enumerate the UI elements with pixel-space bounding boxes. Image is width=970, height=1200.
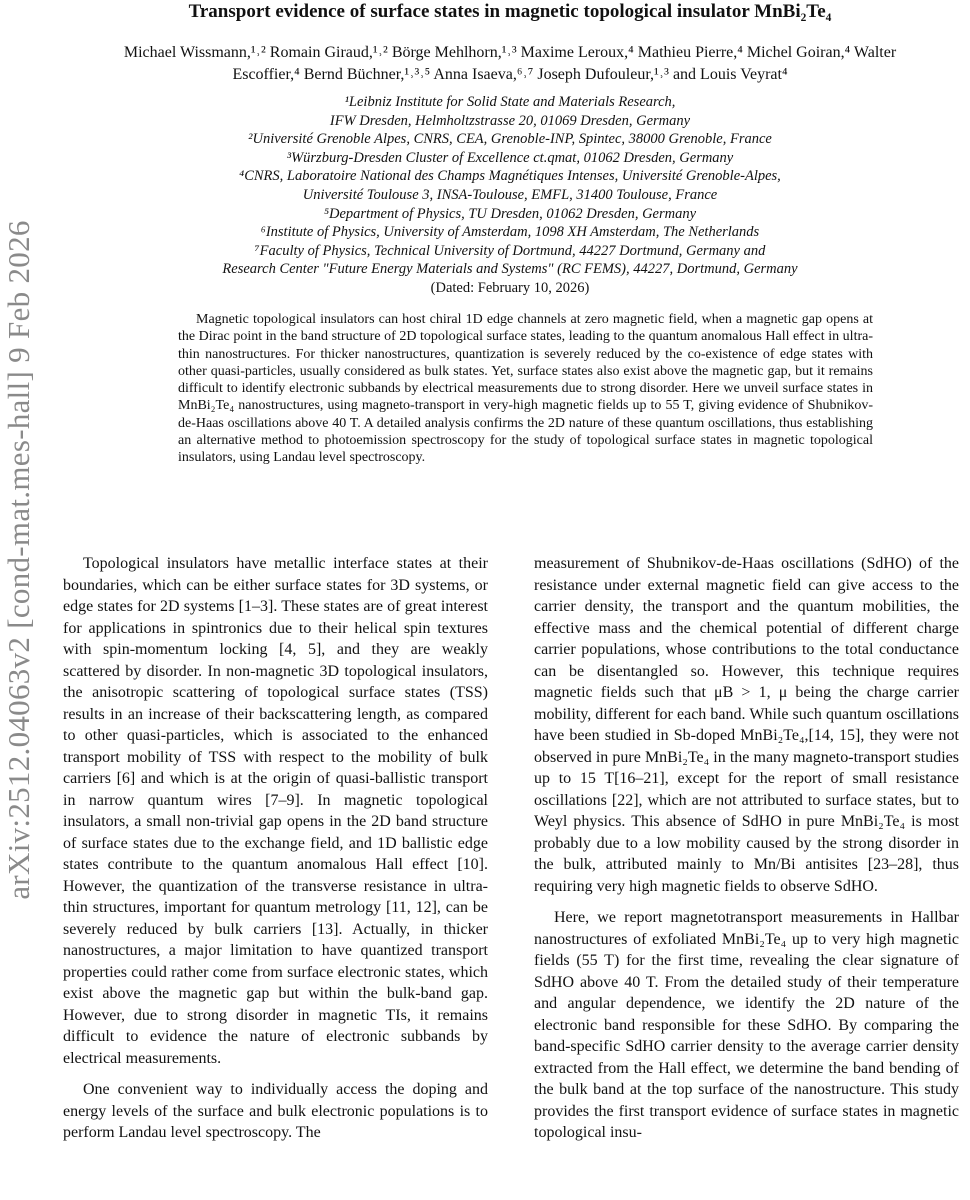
body-paragraph: measurement of Shubnikov-de-Haas oscillations (SdHO) of the resistance under external magnetic field can give access to the carrier density, the transport and the quantum mobilities, the effective mass and the chemical potential of different charge carrier populations, whose contributions to the total conductance can be disentangled so. However, this technique requires magnetic fields such that μB > 1, μ being the charge carrier mobility, different for each band. While such quantum oscillations have been studied in Sb-doped MnBi₂Te₄,[14, 15], they were not observed in pure MnBi₂Te₄ in the many magneto-transport studies up to 15 T[16–21], except for the report of small resistance oscillations [22], which are not attributed to surface states, but to Weyl physics. This absence of SdHO in pure MnBi₂Te₄ is most probably due to a low mobility caused by the strong disorder in the bulk, attributed mainly to Mn/Bi antisites [23–28], thus requiring very high magnetic fields to observe SdHO. — [534, 555, 959, 895]
affiliation-line: Université Toulouse 3, INSA-Toulouse, EMFL, 31400 Toulouse, France — [302, 186, 718, 203]
affiliation-line: IFW Dresden, Helmholtzstrasse 20, 01069 Dresden, Germany — [329, 112, 691, 129]
author-list: Michael Wissmann,¹˒² Romain Giraud,¹˒² Börge Mehlhorn,¹˒³ Maxime Leroux,⁴ Mathieu Pierre,⁴ Michel Goiran,⁴ Walter Escoffier,⁴ Bernd Büchner,¹˒³˒⁵ Anna Isaeva,⁶˒⁷ Joseph Dufouleur,¹˒³ and Louis Veyrat⁴ — [123, 44, 897, 83]
affiliation-line: Research Center "Future Energy Materials and Systems" (RC FEMS), 44227, Dortmund, Germany — [222, 261, 798, 278]
body-paragraph: One convenient way to individually access the doping and energy levels of the surface and bulk electronic populations is to perform Landau level spectroscopy. The — [63, 1081, 488, 1141]
arxiv-id-text: arXiv:2512.04063v2 [cond-mat.mes-hall] 9 Feb 2026 — [1, 220, 36, 900]
arxiv-identifier-stamp — [1, 0, 36, 1200]
right-column — [534, 553, 959, 1154]
left-column — [63, 553, 488, 1154]
body-paragraph: Here, we report magnetotransport measurements in Hallbar nanostructures of exfoliated MnBi₂Te₄ up to very high magnetic fields (55 T) for the first time, revealing the clear signature of SdHO above 40 T. From the detailed study of their temperature and angular dependence, we identify the 2D nature of the electronic band responsible for these SdHO. By comparing the band-specific SdHO carrier density to the average carrier density extracted from the Hall effect, we determine the band bending of the bulk band at the top surface of the nanostructure. This study provides the first transport evidence of surface states in magnetic topological insu- — [534, 909, 959, 1141]
abstract: Magnetic topological insulators can host chiral 1D edge channels at zero magnetic field, when a magnetic gap opens at the Dirac point in the band structure of 2D topological surface states, leading to the quantum anomalous Hall effect in ultra-thin nanostructures. For thicker nanostructures, quantization is severely reduced by the co-existence of edge states with other quasi-particles, usually considered as bulk states. Yet, surface states also exist above the magnetic gap, but it remains difficult to identify electronic subbands by electrical measurements due to strong disorder. Here we unveil surface states in MnBi₂Te₄ nanostructures, using magneto-transport in very-high magnetic fields up to 55 T, giving evidence of Shubnikov-de-Haas oscillations above 40 T. A detailed analysis confirms the 2D nature of these quantum oscillations, thus establishing an alternative method to photoemission spectroscopy for the study of topological surface states in magnetic topological insulators, using Landau level spectroscopy. — [178, 312, 873, 466]
paper-title: Transport evidence of surface states in magnetic topological insulator MnBi₂Te₄ — [188, 1, 832, 22]
affiliation-line: ⁶Institute of Physics, University of Amsterdam, 1098 XH Amsterdam, The Netherlands — [260, 224, 760, 241]
body-paragraph: Topological insulators have metallic interface states at their boundaries, which can be either surface states for 3D systems, or edge states for 2D systems [1–3]. These states are of great interest for applications in spintronics due to their helical spin textures with spin-momentum locking [4, 5], and they are weakly scattered by disorder. In non-magnetic 3D topological insulators, the anisotropic scattering of topological surface states (TSS) results in an increase of their backscattering length, as compared to other quasi-particles, which is associated to the enhanced transport mobility of TSS with respect to the mobility of bulk carriers [6] and which is at the origin of quasi-ballistic transport in narrow quantum wires [7–9]. In magnetic topological insulators, a small non-trivial gap opens in the 2D band structure of surface states due to the exchange field, and 1D ballistic edge states contribute to the quantum anomalous Hall effect [10]. However, the quantization of the transverse resistance in ultra-thin structures, important for quantum metrology [11, 12], can be severely reduced by bulk carriers [13]. Actually, in thicker nanostructures, a major limitation to have quantized transport properties could rather come from surface electronic states, which exist above the magnetic gap but within the bulk-band gap. However, due to strong disorder in magnetic TIs, it remains difficult to evidence the nature of electronic subbands by electrical measurements. — [63, 555, 488, 1067]
affiliation-line: ⁴CNRS, Laboratoire National des Champs Magnétiques Intenses, Université Grenoble-Alpes, — [239, 168, 781, 185]
affiliation-line: ¹Leibniz Institute for Solid State and Materials Research, — [344, 94, 676, 110]
affiliation-line: ²Université Grenoble Alpes, CNRS, CEA, Grenoble-INP, Spintec, 38000 Grenoble, France — [248, 131, 772, 148]
affiliation-line: ⁷Faculty of Physics, Technical University of Dortmund, 44227 Dortmund, Germany and — [254, 242, 766, 259]
date-line: (Dated: February 10, 2026) — [430, 279, 590, 296]
affiliation-line: ⁵Department of Physics, TU Dresden, 01062 Dresden, Germany — [323, 205, 697, 222]
affiliations — [100, 93, 920, 298]
affiliation-line: ³Würzburg-Dresden Cluster of Excellence ct.qmat, 01062 Dresden, Germany — [286, 149, 734, 166]
